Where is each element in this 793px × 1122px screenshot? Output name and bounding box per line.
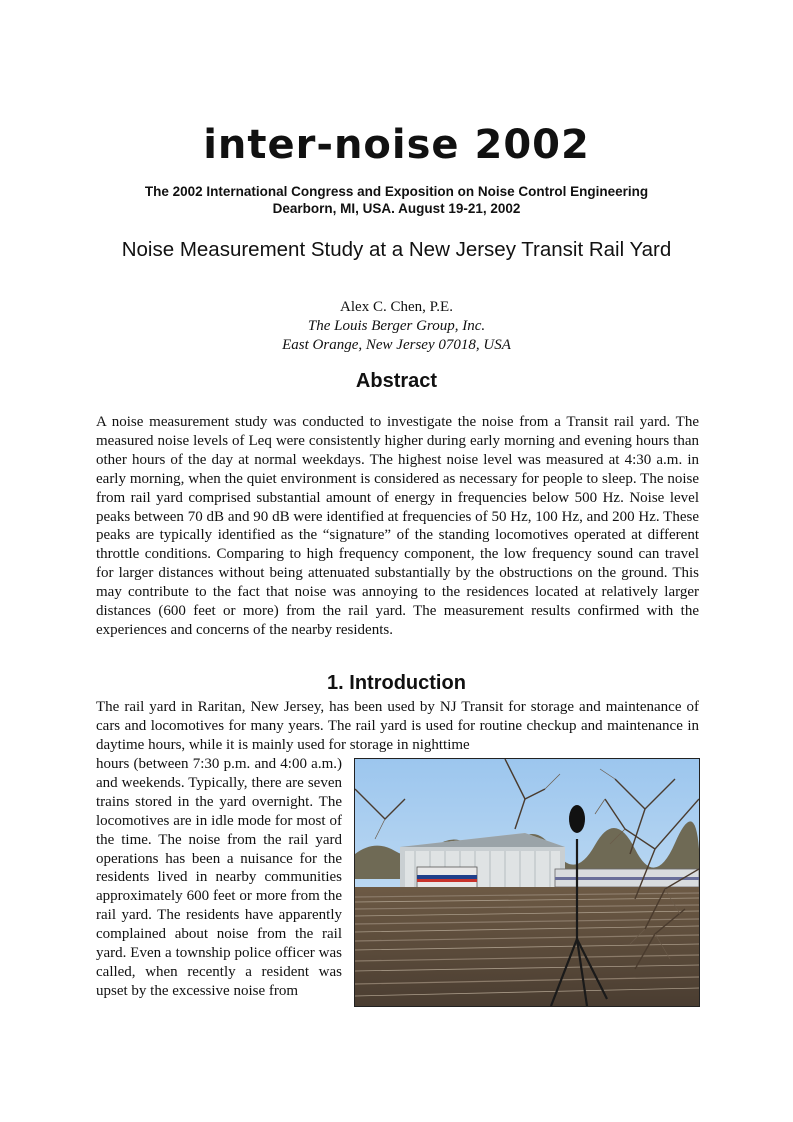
introduction-text-full-width: The rail yard in Raritan, New Jersey, has been used by NJ Transit for storage and maintenance of cars and locomotives for many years. The rail yard is used for routine checkup and maintenance in daytime hours, while it is mainly used for storage in nighttime bbox=[96, 699, 699, 753]
conference-line: The 2002 International Congress and Exposition on Noise Control Engineering bbox=[144, 184, 649, 199]
author-name: Alex C. Chen, P.E. bbox=[340, 299, 453, 315]
author-address: East Orange, New Jersey 07018, USA bbox=[282, 337, 511, 353]
paper-title: Noise Measurement Study at a New Jersey Transit Rail Yard bbox=[121, 238, 672, 261]
conference-location-line: Dearborn, MI, USA. August 19-21, 2002 bbox=[272, 201, 521, 216]
abstract-heading: Abstract bbox=[355, 370, 438, 392]
conference-logo: inter-noise 2002 bbox=[203, 122, 590, 168]
author-affiliation: The Louis Berger Group, Inc. bbox=[307, 318, 486, 334]
introduction-text-column: hours (between 7:30 p.m. and 4:00 a.m.) and weekends. Typically, there are seven trains stored in the yard overnight. The locomotives are in idle mode for most of the time. The noise from the rail yard operations has been a nuisance for the residents lived in nearby communities approximately 600 feet or more from the rail yard. The residents have apparently complained about noise from the rail yard. Even a township police officer was called, when recently a resident was upset by the excessive noise from bbox=[96, 756, 342, 999]
introduction-heading: 1. Introduction bbox=[327, 672, 466, 694]
rail-yard-photo bbox=[354, 758, 700, 1007]
abstract-text: A noise measurement study was conducted to investigate the noise from a Transit rail yard. The measured noise levels of Leq were consistently higher during early morning and evening hours than other hours of the day at normal weekdays. The highest noise level was measured at 4:30 a.m. in early morning, when the quiet environment is considered as necessary for people to sleep. The noise from rail yard comprised substantial amount of energy in frequencies below 500 Hz. Noise level peaks between 70 dB and 90 dB were identified at frequencies of 50 Hz, 100 Hz, and 200 Hz. These peaks are typically identified as the “signature” of the standing locomotives operated at different throttle conditions. Comparing to high frequency component, the low frequency sound can travel for larger distances without being attenuated substantially by the obstructions on the ground. This may contribute to the fact that noise was annoying to the residences located at relatively larger distances (600 feet or more) from the rail yard. The measurement results confirmed with the experiences and concerns of the nearby residents. bbox=[96, 414, 699, 638]
